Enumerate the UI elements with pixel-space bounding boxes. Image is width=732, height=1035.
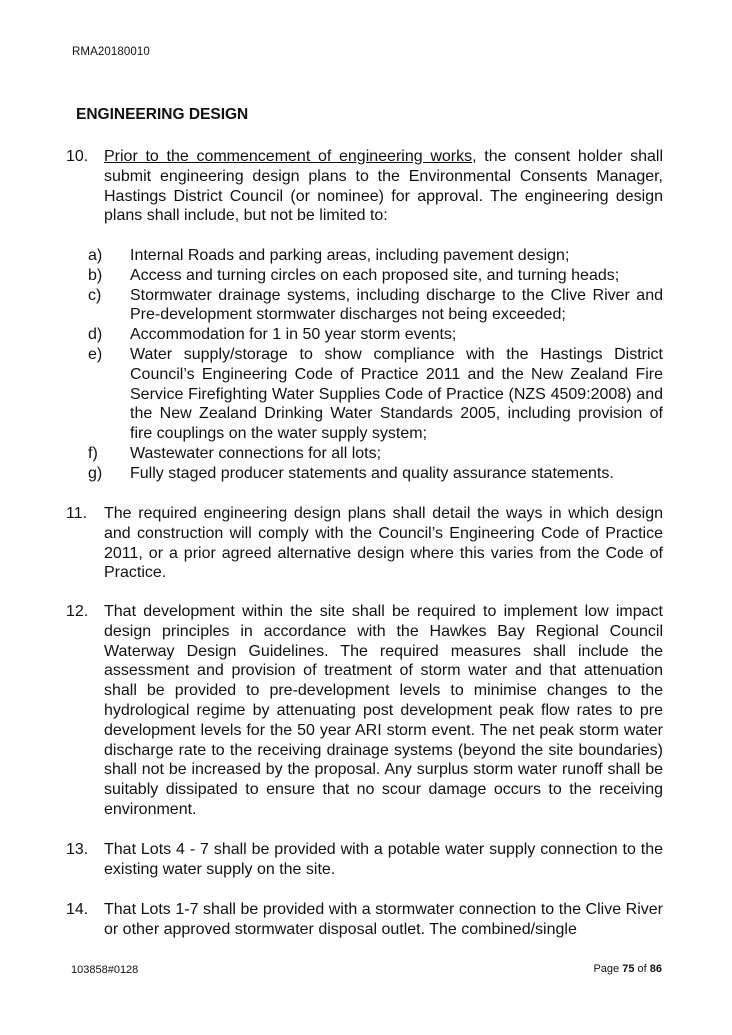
condition-number: 10. [66,148,89,165]
list-letter: e) [88,345,103,363]
list-letter: a) [88,247,103,264]
list-item [88,444,663,464]
list-item [88,464,663,484]
list-text: Access and turning circles on each proposed site, and turning heads; [130,266,620,284]
condition-number: 14. [66,901,89,918]
list-letter: d) [88,326,103,344]
condition-12 [66,602,663,820]
list-text: Fully staged producer statements and quality assurance statements. [130,464,614,482]
condition-number: 12. [66,603,89,620]
condition-10 [66,147,663,226]
list-text: Wastewater connections for all lots; [130,444,382,462]
list-item [88,286,663,326]
list-text: Internal Roads and parking areas, including pavement design; [130,247,570,264]
list-letter: b) [88,266,103,284]
condition-text: That Lots 1-7 shall be provided with a stormwater connection to the Clive River or other approved stormwater disposal outlet. The combined/single [104,901,663,938]
section-heading: ENGINEERING DESIGN [76,106,249,123]
list-letter: g) [88,464,103,482]
list-item [88,246,663,266]
document-reference: RMA20180010 [72,46,150,58]
page-prefix: Page [593,963,623,975]
page-of: of [634,963,650,975]
condition-text: The required engineering design plans shall detail the ways in which design and construction will comply with the Council’s Engineering Code of Practice 2011, or a prior agreed alternative design where this varies from the Code of Practice. [104,505,663,582]
condition-number: 11. [66,505,88,522]
list-item [88,325,663,345]
condition-text [104,147,663,226]
list-letter: c) [88,286,102,304]
condition-11 [66,504,663,583]
footer-document-id: 103858#0128 [71,964,139,976]
page-total: 86 [649,963,662,975]
condition-10-sublist [88,246,663,484]
condition-text: That development within the site shall be required to implement low impact design principles in accordance with the Hawkes Bay Regional Council Waterway Design Guidelines. The required measures shall include the assessment and provision of treatment of storm water and that attenuation shall be provided to pre-development levels to minimise changes to the hydrological regime by attenuating post development peak flow rates to pre development levels for the 50 year ARI storm event. The net peak storm water discharge rate to the receiving drainage systems (beyond the site boundaries) shall not be increased by the proposal. Any surplus storm water runoff shall be suitably dissipated to ensure that no scour damage occurs to the receiving environment. [104,603,663,818]
condition-number: 13. [66,841,89,858]
underlined-phrase: Prior to the commencement of engineering works [104,148,473,165]
condition-text-rest: , the consent holder shall submit engineering design plans to the Environmental Consents Manager, Hastings District Council (or nominee) for approval. The engineering design plans shall include, but not be limited to: [104,148,663,225]
list-item [88,345,663,444]
footer-page-number [593,963,662,975]
page-current: 75 [622,963,635,975]
condition-14 [66,900,663,940]
list-item [88,266,663,286]
list-text: Stormwater drainage systems, including discharge to the Clive River and Pre-development stormwater discharges not being exceeded; [130,286,663,324]
list-text: Accommodation for 1 in 50 year storm events; [130,326,457,344]
condition-13 [66,840,663,880]
condition-text: That Lots 4 - 7 shall be provided with a potable water supply connection to the existing water supply on the site. [104,841,663,878]
list-letter: f) [88,444,98,462]
list-text: Water supply/storage to show compliance with the Hastings District Council’s Engineering Code of Practice 2011 and the New Zealand Fire Service Firefighting Water Supplies Code of Practice (NZS 4509:2008) and the New Zealand Drinking Water Standards 2005, including provision of fire couplings on the water supply system; [130,345,663,443]
